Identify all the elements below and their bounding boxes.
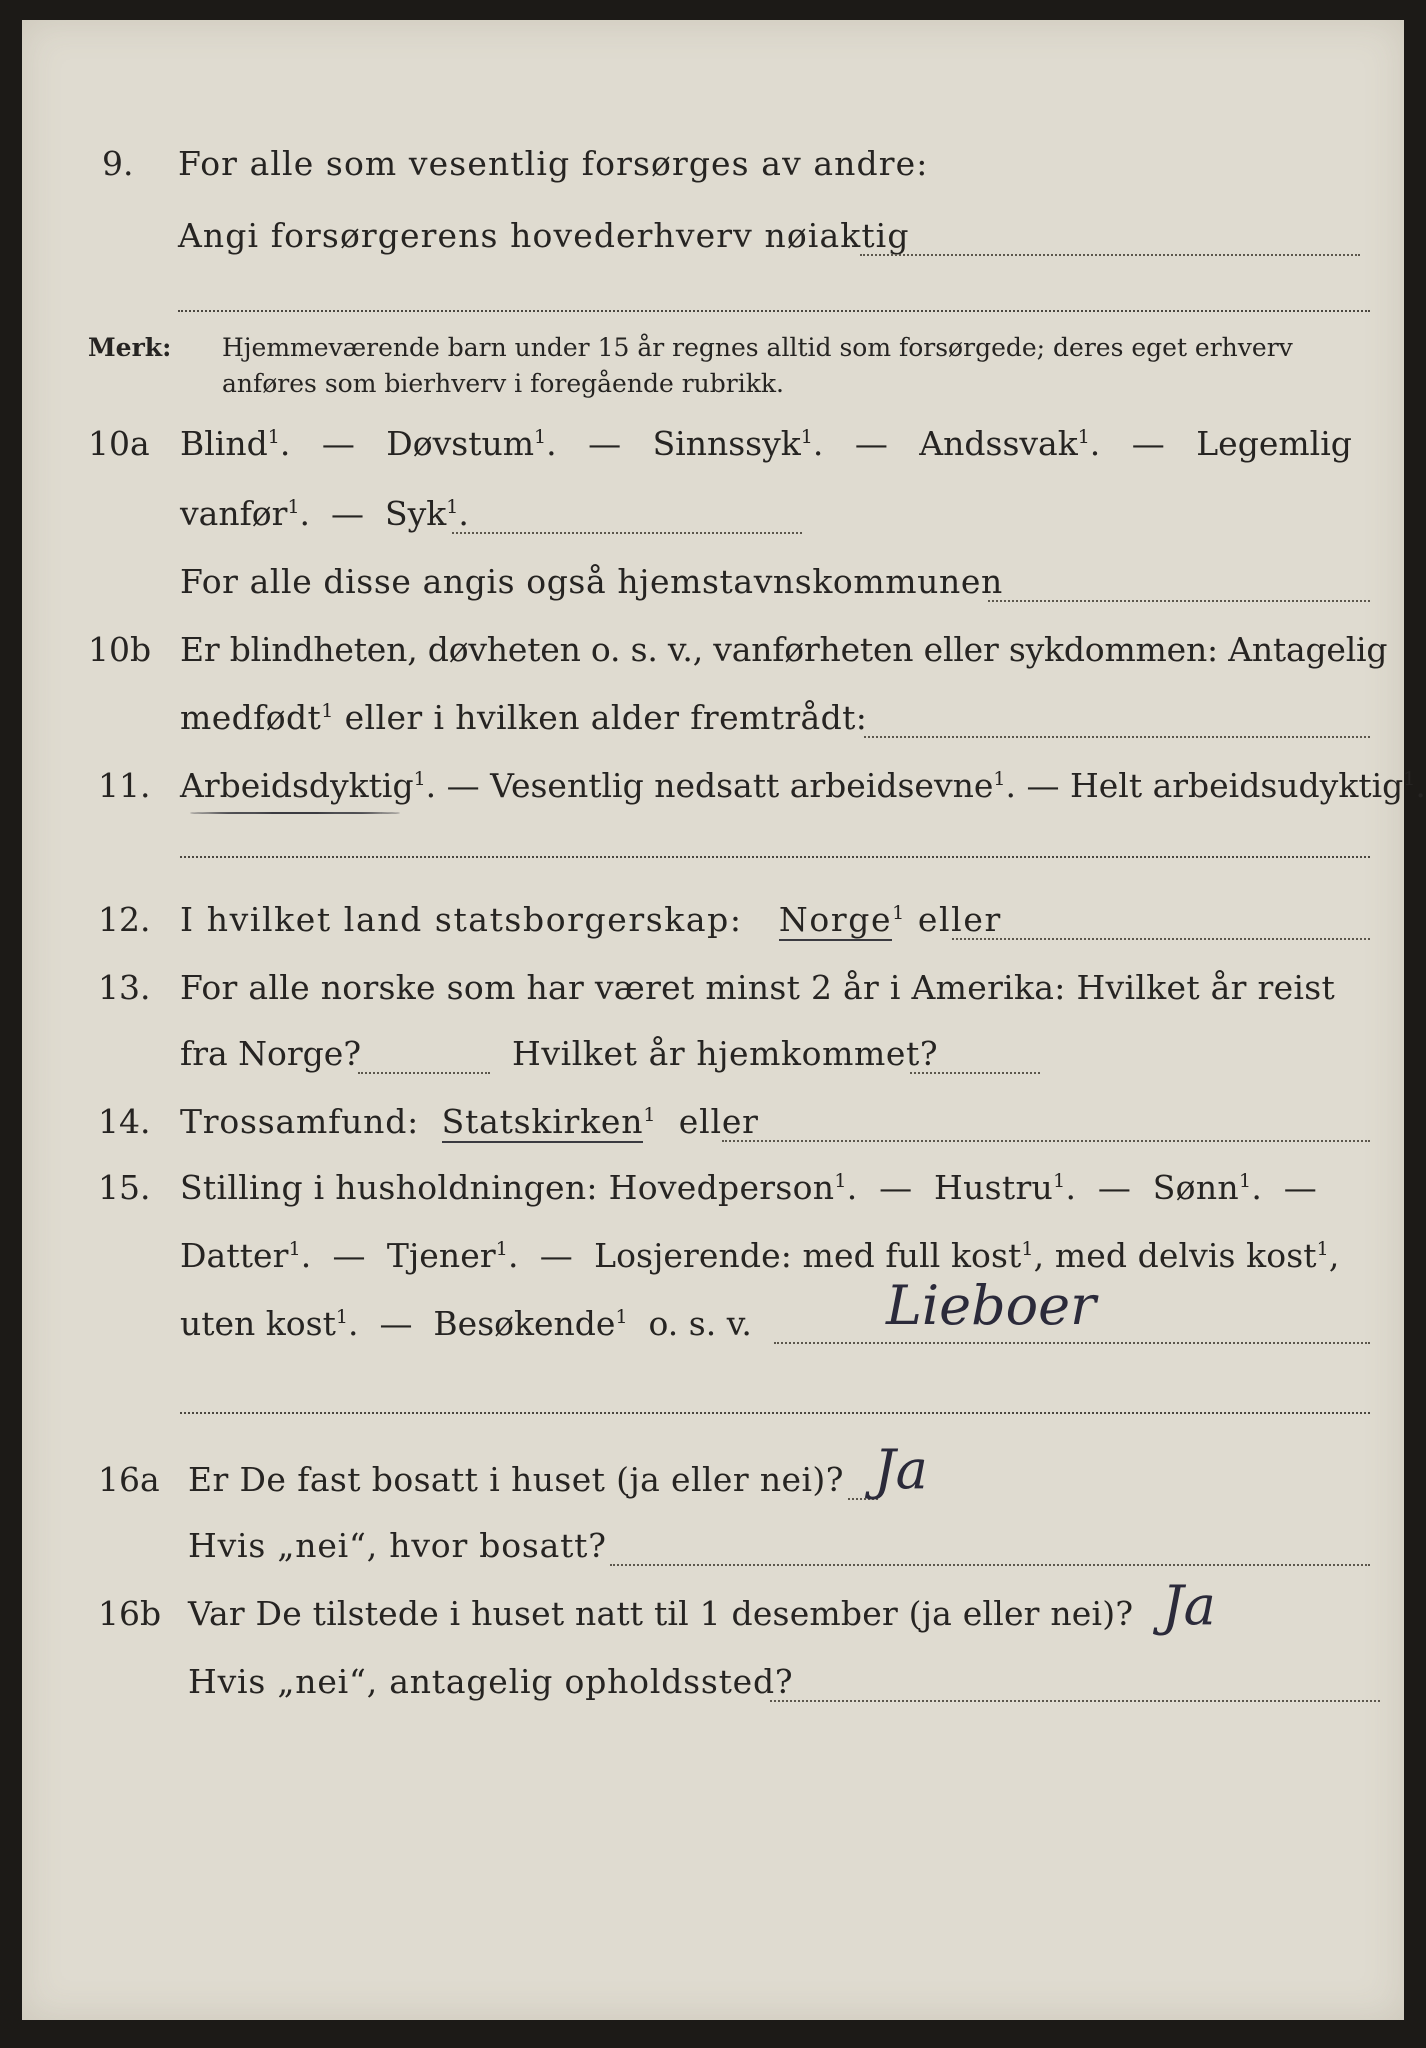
- q16a-line2: Hvis „nei“, hvor bosatt?: [188, 1526, 607, 1565]
- q10a-hjemstavn-field[interactable]: [988, 600, 1370, 602]
- merk-label: Merk:: [88, 333, 172, 362]
- merk-line1: Hjemmeværende barn under 15 år regnes alltid som forsørgede; deres eget erhverv: [222, 333, 1293, 362]
- q9-number: 9.: [102, 144, 134, 183]
- option-andssvak[interactable]: Andssvak: [919, 424, 1078, 463]
- q16a-number: 16a: [98, 1460, 160, 1499]
- option-norge[interactable]: Norge: [778, 900, 893, 939]
- q16b-number: 16b: [98, 1594, 162, 1633]
- q16a-bosatt-field[interactable]: [610, 1564, 1370, 1566]
- handwritten-underline-arbeidsdyktig: [190, 812, 400, 814]
- option-full-kost[interactable]: Losjerende: med full kost: [594, 1236, 1022, 1275]
- q10a-number: 10a: [88, 424, 150, 463]
- q14-number: 14.: [98, 1102, 151, 1141]
- q10a-line2: vanfør$^1$. — Syk$^1$.: [180, 494, 469, 533]
- q16a-line1: Er De fast bosatt i huset (ja eller nei)?: [188, 1460, 844, 1499]
- q11-line: Arbeidsdyktig$^1$. — Vesentlig nedsatt arbeidsevne$^1$. — Helt arbeidsudyktig$^1$.: [180, 766, 1426, 805]
- q14-line: Trossamfund: Statskirken$^1$ eller: [180, 1102, 759, 1141]
- option-hustru[interactable]: Hustru: [934, 1168, 1054, 1207]
- q12-answer-field[interactable]: [952, 938, 1370, 940]
- q13-number: 13.: [98, 968, 151, 1007]
- option-datter[interactable]: Datter: [180, 1236, 289, 1275]
- q13-line2a: fra Norge?: [180, 1034, 362, 1073]
- option-dovstum[interactable]: Døvstum: [386, 424, 535, 463]
- q13-line1: For alle norske som har været minst 2 år i Amerika: Hvilket år reist: [180, 968, 1336, 1007]
- q15-line1: Stilling i husholdningen: Hovedperson$^1$. — Hustru$^1$. — Sønn$^1$. —: [180, 1168, 1318, 1207]
- option-legemlig[interactable]: Legemlig: [1196, 424, 1352, 463]
- option-helt-arbeidsudyktig[interactable]: Helt arbeidsudyktig: [1069, 766, 1404, 805]
- q15-line2: Datter$^1$. — Tjener$^1$. — Losjerende: med full kost$^1$, med delvis kost$^1$,: [180, 1236, 1340, 1275]
- option-arbeidsdyktig[interactable]: Arbeidsdyktig: [180, 766, 414, 805]
- option-hovedperson[interactable]: Stilling i husholdningen: Hovedperson: [180, 1168, 835, 1207]
- option-delvis-kost[interactable]: med delvis kost: [1054, 1236, 1317, 1275]
- option-statskirken[interactable]: Statskirken: [441, 1102, 644, 1141]
- option-tjener[interactable]: Tjener: [386, 1236, 496, 1275]
- q9-answer-field-2[interactable]: [178, 310, 1370, 312]
- q10a-answer-field[interactable]: [452, 532, 802, 534]
- q14-answer-field[interactable]: [722, 1140, 1370, 1142]
- option-sinnssyk[interactable]: Sinnssyk: [652, 424, 801, 463]
- q16b-line2: Hvis „nei“, antagelig opholdssted?: [188, 1662, 794, 1701]
- q15-number: 15.: [98, 1168, 151, 1207]
- q16b-handwritten-answer: Ja: [1162, 1574, 1216, 1637]
- option-besokende[interactable]: Besøkende: [433, 1304, 616, 1343]
- census-form-page: [22, 20, 1426, 2020]
- q16b-line1: Var De tilstede i huset natt til 1 desember (ja eller nei)?: [188, 1594, 1134, 1633]
- q11-answer-field[interactable]: [180, 856, 1370, 858]
- option-sonn[interactable]: Sønn: [1152, 1168, 1239, 1207]
- q15-handwritten-answer: Lieboer: [886, 1274, 1096, 1337]
- q9-line1: For alle som vesentlig forsørges av andre:: [178, 144, 929, 183]
- q15-answer-field-2[interactable]: [180, 1412, 1370, 1414]
- q10a-line3: For alle disse angis også hjemstavnskommunen: [180, 562, 1003, 601]
- q12-line: I hvilket land statsborgerskap: Norge$^1$ eller: [180, 900, 1002, 939]
- option-uten-kost[interactable]: uten kost: [180, 1304, 336, 1343]
- q15-line3: uten kost$^1$. — Besøkende$^1$ o. s. v.: [180, 1304, 752, 1343]
- q13-reist-field[interactable]: [358, 1072, 490, 1074]
- q9-answer-field[interactable]: [860, 254, 1360, 256]
- q15-answer-field[interactable]: [774, 1342, 1370, 1344]
- option-blind[interactable]: Blind: [180, 424, 268, 463]
- q16a-handwritten-answer: Ja: [874, 1438, 928, 1501]
- q9-line2: Angi forsørgerens hovederhverv nøiaktig: [178, 216, 910, 255]
- q13-line2b: Hvilket år hjemkommet?: [512, 1034, 939, 1073]
- option-vanfor[interactable]: vanfør: [180, 494, 288, 533]
- q10b-line1: Er blindheten, døvheten o. s. v., vanførheten eller sykdommen: Antagelig: [180, 630, 1388, 669]
- option-syk[interactable]: Syk: [385, 494, 447, 533]
- q13-hjemkommet-field[interactable]: [910, 1072, 1040, 1074]
- q16b-opholdssted-field[interactable]: [770, 1700, 1380, 1702]
- option-medfodt[interactable]: medfødt: [180, 698, 322, 737]
- merk-line2: anføres som bierhverv i foregående rubrikk.: [222, 369, 784, 398]
- q10b-line2: medfødt$^1$ eller i hvilken alder fremtrådt:: [180, 698, 868, 737]
- q11-number: 11.: [98, 766, 151, 805]
- option-nedsatt-arbeidsevne[interactable]: Vesentlig nedsatt arbeidsevne: [490, 766, 994, 805]
- q10b-answer-field[interactable]: [864, 736, 1370, 738]
- q12-number: 12.: [98, 900, 151, 939]
- q10a-line1: Blind$^1$. — Døvstum$^1$. — Sinnssyk$^1$. — Andssvak$^1$. — Legemlig: [180, 424, 1352, 463]
- q10b-number: 10b: [88, 630, 152, 669]
